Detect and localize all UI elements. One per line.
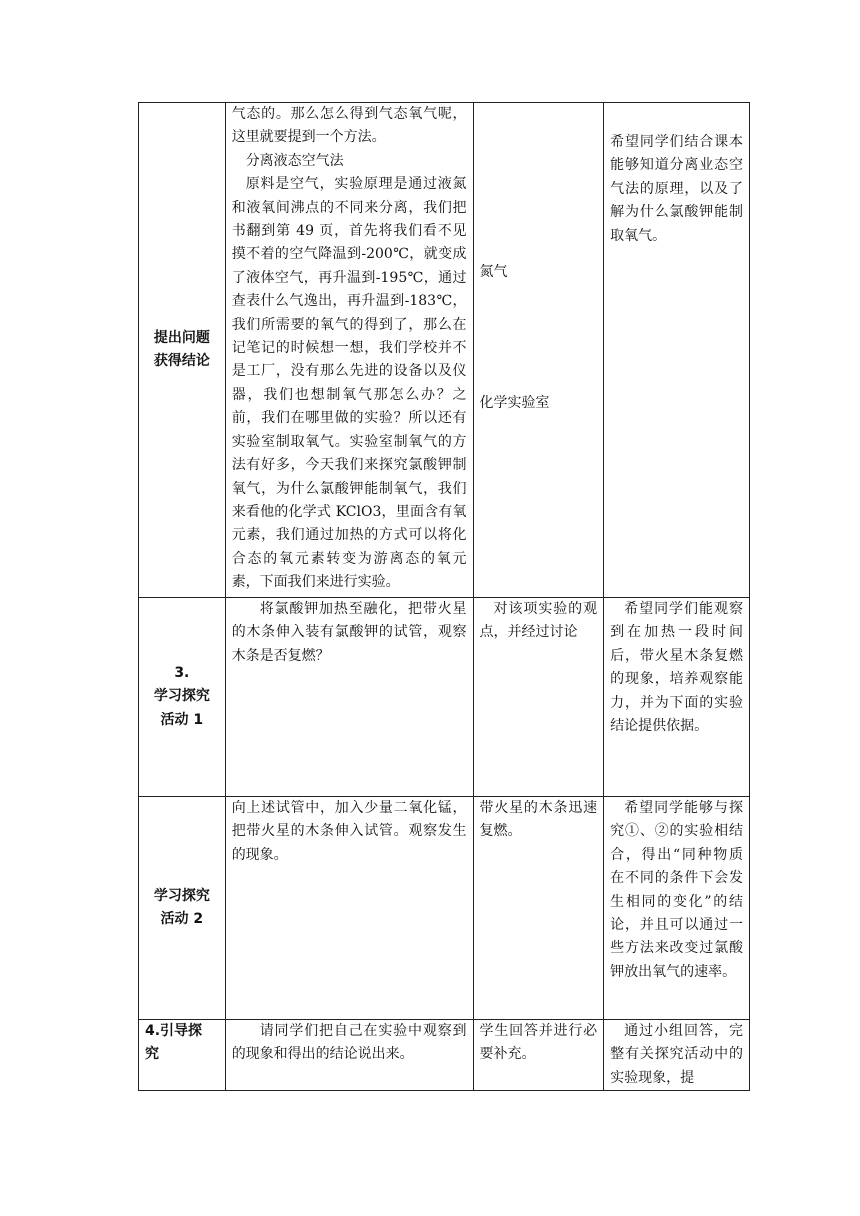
stage-label: 3. xyxy=(174,664,190,681)
teacher-activity-cell xyxy=(225,1020,473,1091)
table-row xyxy=(139,598,750,797)
teacher-activity-cell xyxy=(225,797,473,1020)
stage-label: 4.引导探 xyxy=(145,1023,203,1039)
student-activity-cell xyxy=(473,598,604,797)
teacher-text: 气态的。那么怎么得到气态氧气呢，这里就要提到一个方法。 xyxy=(231,106,467,146)
table-row xyxy=(139,797,750,1020)
student-text: 带火星的木条迅速复燃。 xyxy=(479,800,598,840)
student-activity-cell xyxy=(473,797,604,1020)
intent-text: 希望同学们结合课本能够知道分离业态空气法的原理，以及了解为什么氯酸钾能制取氧气。 xyxy=(610,134,743,244)
stage-cell xyxy=(139,797,226,1020)
design-intent-cell xyxy=(604,797,750,1020)
student-text: 学生回答并进行必要补充。 xyxy=(479,1023,598,1063)
table-row xyxy=(139,1020,750,1091)
intent-text: 希望同学们能观察到在加热一段时间后，带火星木条复燃的现象，培养观察能力，并为下面的实验结论提供依据。 xyxy=(610,601,743,735)
student-text: 氮气 xyxy=(479,264,508,280)
teacher-activity-cell xyxy=(225,103,473,598)
student-activity-cell xyxy=(473,103,604,598)
stage-label: 获得结论 xyxy=(153,353,210,369)
teacher-text: 请同学们把自己在实验中观察到的现象和得出的结论说出来。 xyxy=(231,1023,467,1063)
stage-label: 究 xyxy=(145,1046,159,1063)
intent-text: 通过小组回答，完整有关探究活动中的实验现象，提 xyxy=(610,1023,743,1086)
stage-label: 活动 1 xyxy=(160,711,204,728)
table-row xyxy=(139,103,750,598)
stage-label: 学习探究 xyxy=(153,688,210,705)
teacher-text: 将氯酸钾加热至融化，把带火星的木条伸入装有氯酸钾的试管，观察木条是否复燃？ xyxy=(231,601,467,664)
teacher-activity-cell xyxy=(225,598,473,797)
teacher-text: 向上述试管中，加入少量二氧化锰，把带火星的木条伸入试管。观察发生的现象。 xyxy=(231,800,467,863)
stage-label: 活动 2 xyxy=(160,911,204,927)
student-text: 对该项实验的观点，并经过讨论 xyxy=(479,601,598,641)
intent-text: 希望同学能够与探究①、②的实验相结合，得出“同种物质在不同的条件下会发生相同的变化”的结论，并且可以通过一些方法来改变过氯酸钾放出氧气的速率。 xyxy=(610,800,743,980)
stage-cell xyxy=(139,1020,226,1091)
student-text: 化学实验室 xyxy=(479,395,550,412)
stage-cell xyxy=(139,598,226,797)
teacher-text: 原料是空气，实验原理是通过液氮和液氧间沸点的不同来分离，我们把书翻到第 49 页，首先将我们看不见摸不着的空气降温到-200℃，就变成了液体空气，再升温到-195℃，通过查表什么气逸出，再升温到-183℃，我们所需要的氧气的得到了，那么在记笔记的时候想一想，我们学校并不是工厂，没有那么先进的设备以及仪器，我们也想制氧气那怎么办？之前，我们在哪里做的实验？所以还有实验室制取氧气。实验室制氧气的方法有好多，今天我们来探究氯酸钾制氧气，为什么氯酸钾能制氧气，我们来看他的化学式 KClO3，里面含有氧元素，我们通过加热的方式可以将化合态的氧元素转变为游离态的氧元素，下面我们来进行实验。 xyxy=(231,176,467,591)
stage-label: 提出问题 xyxy=(153,329,210,346)
stage-label: 学习探究 xyxy=(153,887,210,904)
lesson-plan-table xyxy=(138,102,750,1091)
design-intent-cell xyxy=(604,103,750,598)
stage-cell xyxy=(139,103,226,598)
design-intent-cell xyxy=(604,598,750,797)
design-intent-cell xyxy=(604,1020,750,1091)
student-activity-cell xyxy=(473,1020,604,1091)
teacher-text: 分离液态空气法 xyxy=(245,152,344,169)
